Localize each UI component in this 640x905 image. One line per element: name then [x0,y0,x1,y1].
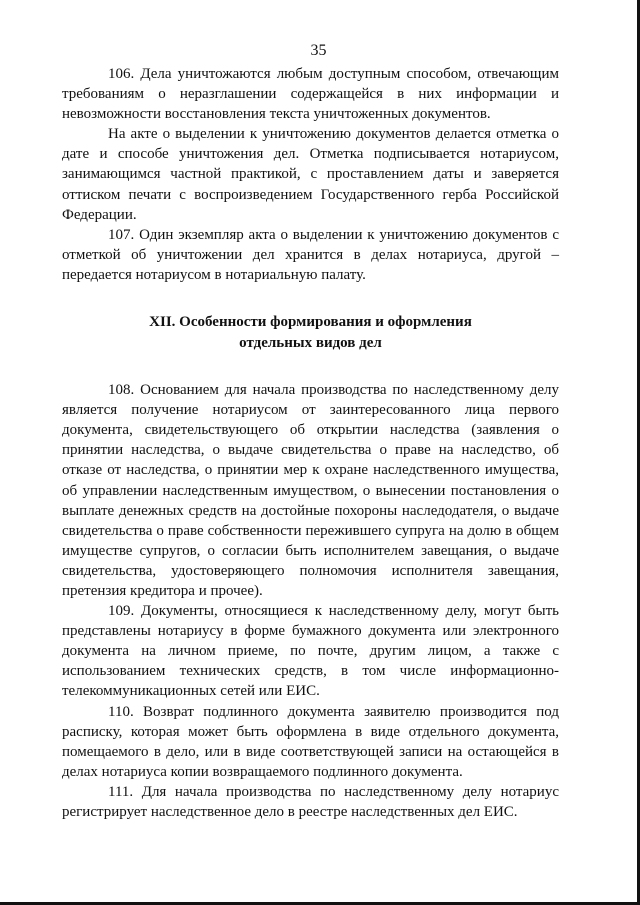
paragraph-109: 109. Документы, относящиеся к наследственному делу, могут быть представлены нотариусу в форме бумажного документа или электронного документа на личном приеме, по почте, другим лицом, а также с использованием технических средств, в том числе информационно-телекоммуникационных сетей или ЕИС. [62,603,559,700]
paragraph-110: 110. Возврат подлинного документа заявителю производится под расписку, которая может быть оформлена в виде отдельного документа, помещаемого в дело, или в виде соответствующей записи на остающейся в делах нотариуса копии возвращаемого подлинного документа. [62,703,559,780]
section-heading [62,312,559,353]
paragraph-107: 107. Один экземпляр акта о выделении к уничтожению документов с отметкой об уничтожении дел хранится в делах нотариуса, другой – передается нотариусом в нотариальную палату. [62,226,559,283]
page-number: 35 [310,42,327,59]
paragraph-106-act-note: На акте о выделении к уничтожению документов делается отметка о дате и способе уничтожения дел. Отметка подписывается нотариусом, занимающимся частной практикой, с проставлением даты и заверяется оттиском печати с воспроизведением Государственного герба Российской Федерации. [62,126,559,223]
section-heading-line-1: XII. Особенности формирования и оформления [149,314,472,331]
paragraph-111: 111. Для начала производства по наследственному делу нотариус регистрирует наследственное дело в реестре наследственных дел ЕИС. [62,783,559,820]
paragraph-108: 108. Основанием для начала производства по наследственному делу является получение нотариусом от заинтересованного лица первого документа, свидетельствующего об открытии наследства (заявления о принятии наследства, о выдаче свидетельства о праве на наследство, об отказе от наследства, о принятии мер к охране наследственного имущества, об управлении наследственным имуществом, о вынесении постановления о выплате денежных средств на достойные похороны наследодателя, о выдаче свидетельства о праве собственности пережившего супруга на долю в общем имуществе супругов, о согласии быть исполнителем завещания, о выдаче свидетельства, удостоверяющего полномочия исполнителя завещания, претензия кредитора и прочее). [62,382,559,599]
section-heading-line-2: отдельных видов дел [239,334,382,351]
paragraph-106: 106. Дела уничтожаются любым доступным способом, отвечающим требованиям о неразглашении содержащейся в них информации и невозможности восстановления текста уничтоженных документов. [62,66,559,123]
document-body [62,64,559,822]
